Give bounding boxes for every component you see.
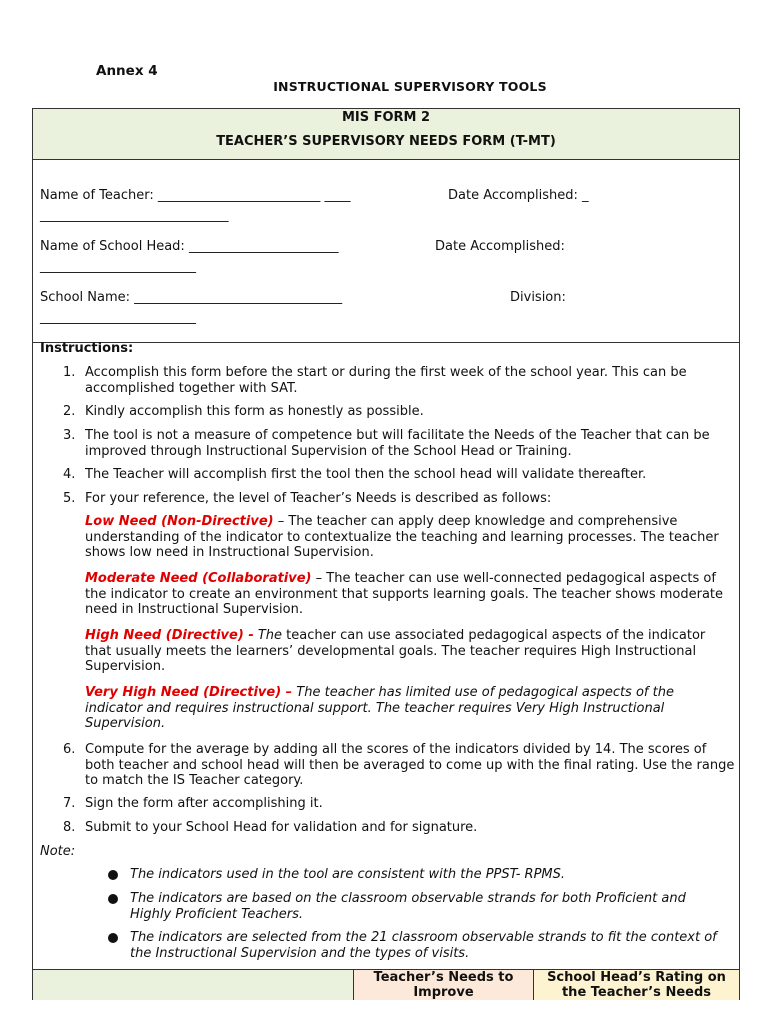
note-bullet [130,930,730,961]
table-header-school-head-rating: School Head’s Rating on the Teacher’s Needs [534,970,739,1000]
item-text: Kindly accomplish this form as honestly as possible. [85,404,424,419]
instruction-item [63,796,735,812]
bullet-icon [108,870,118,880]
note-bullet [130,891,730,922]
form-name: TEACHER’S SUPERVISORY NEEDS FORM (T-MT) [216,134,556,149]
note-bullet [130,867,730,883]
bullet-icon [108,933,118,943]
note-text: The indicators are based on the classroom observable strands for both Proficient and Highly Proficient Teachers. [130,891,686,922]
item-number: 4. [63,467,76,482]
division-field[interactable]: Division: [510,290,566,305]
date-accomplished-continuation: _____________________________ [40,208,229,223]
need-desc: – The teacher can use well-connected pedagogical aspects of the indicator to create an environment that supports learning goals. The teacher shows moderate need in Instructional Supervision. [85,571,724,617]
school-head-date-field[interactable]: Date Accomplished: [435,239,565,254]
table-header-teacher-needs: Teacher’s Needs to Improve [354,970,534,1000]
item-number: 1. [63,365,76,380]
school-head-date-continuation: ________________________ [40,259,196,274]
item-text: Submit to your School Head for validation and for signature. [85,820,478,835]
item-text: The tool is not a measure of competence but will facilitate the Needs of the Teacher that can be improved through Instructional Supervision of the School Head or Training. [85,428,710,459]
instruction-item [63,742,735,789]
need-desc: teacher can use associated pedagogical aspects of the indicator that usually meets the learners’ developmental goals. The teacher requires High Instructional Supervision. [85,628,706,674]
instruction-item [63,404,735,420]
instruction-item [63,820,735,836]
item-text: Sign the form after accomplishing it. [85,796,323,811]
instruction-item [63,467,735,483]
item-number: 8. [63,820,76,835]
form-code: MIS FORM 2 [341,110,431,125]
need-label: Very High Need (Directive) – [85,685,293,700]
form-header [33,109,739,160]
tools-title: INSTRUCTIONAL SUPERVISORY TOOLS [273,79,547,94]
need-desc-italic: The [253,628,283,643]
form-frame [32,108,740,1000]
division-continuation: ________________________ [40,310,196,325]
instruction-item [63,428,735,459]
item-number: 7. [63,796,76,811]
school-head-name-field[interactable]: Name of School Head: _______________________ [40,239,339,254]
instructions-title: Instructions: [40,341,134,356]
item-text: Compute for the average by adding all the scores of the indicators divided by 14. The scores of both teacher and school head will then be averaged to come up with the final rating. Use the range to match the IS Teacher category. [85,742,735,788]
need-desc: The teacher has limited use of pedagogical aspects of the indicator and requires instructional support. The teacher requires Very High Instructional Supervision. [85,685,674,731]
instruction-item [63,491,735,507]
item-number: 3. [63,428,76,443]
bullet-icon [108,894,118,904]
item-number: 2. [63,404,76,419]
item-text: Accomplish this form before the start or during the first week of the school year. This can be accomplished together with SAT. [85,365,687,396]
table-header-row [33,969,739,1000]
need-level-high [85,628,735,675]
need-level-very-high [85,685,735,732]
note-text: The indicators used in the tool are consistent with the PPST- RPMS. [130,867,566,882]
item-text: The Teacher will accomplish first the tool then the school head will validate thereafter. [85,467,647,482]
annex-label: Annex 4 [96,63,158,79]
item-number: 5. [63,491,76,506]
table-header-indicator [33,970,354,1000]
section-divider [33,342,739,343]
need-label: Low Need (Non-Directive) [85,514,274,529]
need-level-moderate [85,571,735,618]
note-text: The indicators are selected from the 21 classroom observable strands to fit the context of the Instructional Supervision and the types of visits. [130,930,717,961]
instruction-item [63,365,735,396]
note-label: Note: [40,844,76,859]
date-accomplished-field[interactable]: Date Accomplished: _ [448,188,589,203]
item-text: For your reference, the level of Teacher’s Needs is described as follows: [85,491,552,506]
need-label: Moderate Need (Collaborative) [85,571,312,586]
need-level-low [85,514,735,561]
school-name-field[interactable]: School Name: ________________________________ [40,290,343,305]
need-desc: – The teacher can apply deep knowledge and comprehensive understanding of the indicator to contextualize the teaching and learning processes. The teacher shows low need in Instructional Supervision. [85,514,719,560]
teacher-name-field[interactable]: Name of Teacher: _________________________ ____ [40,188,351,203]
item-number: 6. [63,742,76,757]
need-label: High Need (Directive) - [85,628,254,643]
